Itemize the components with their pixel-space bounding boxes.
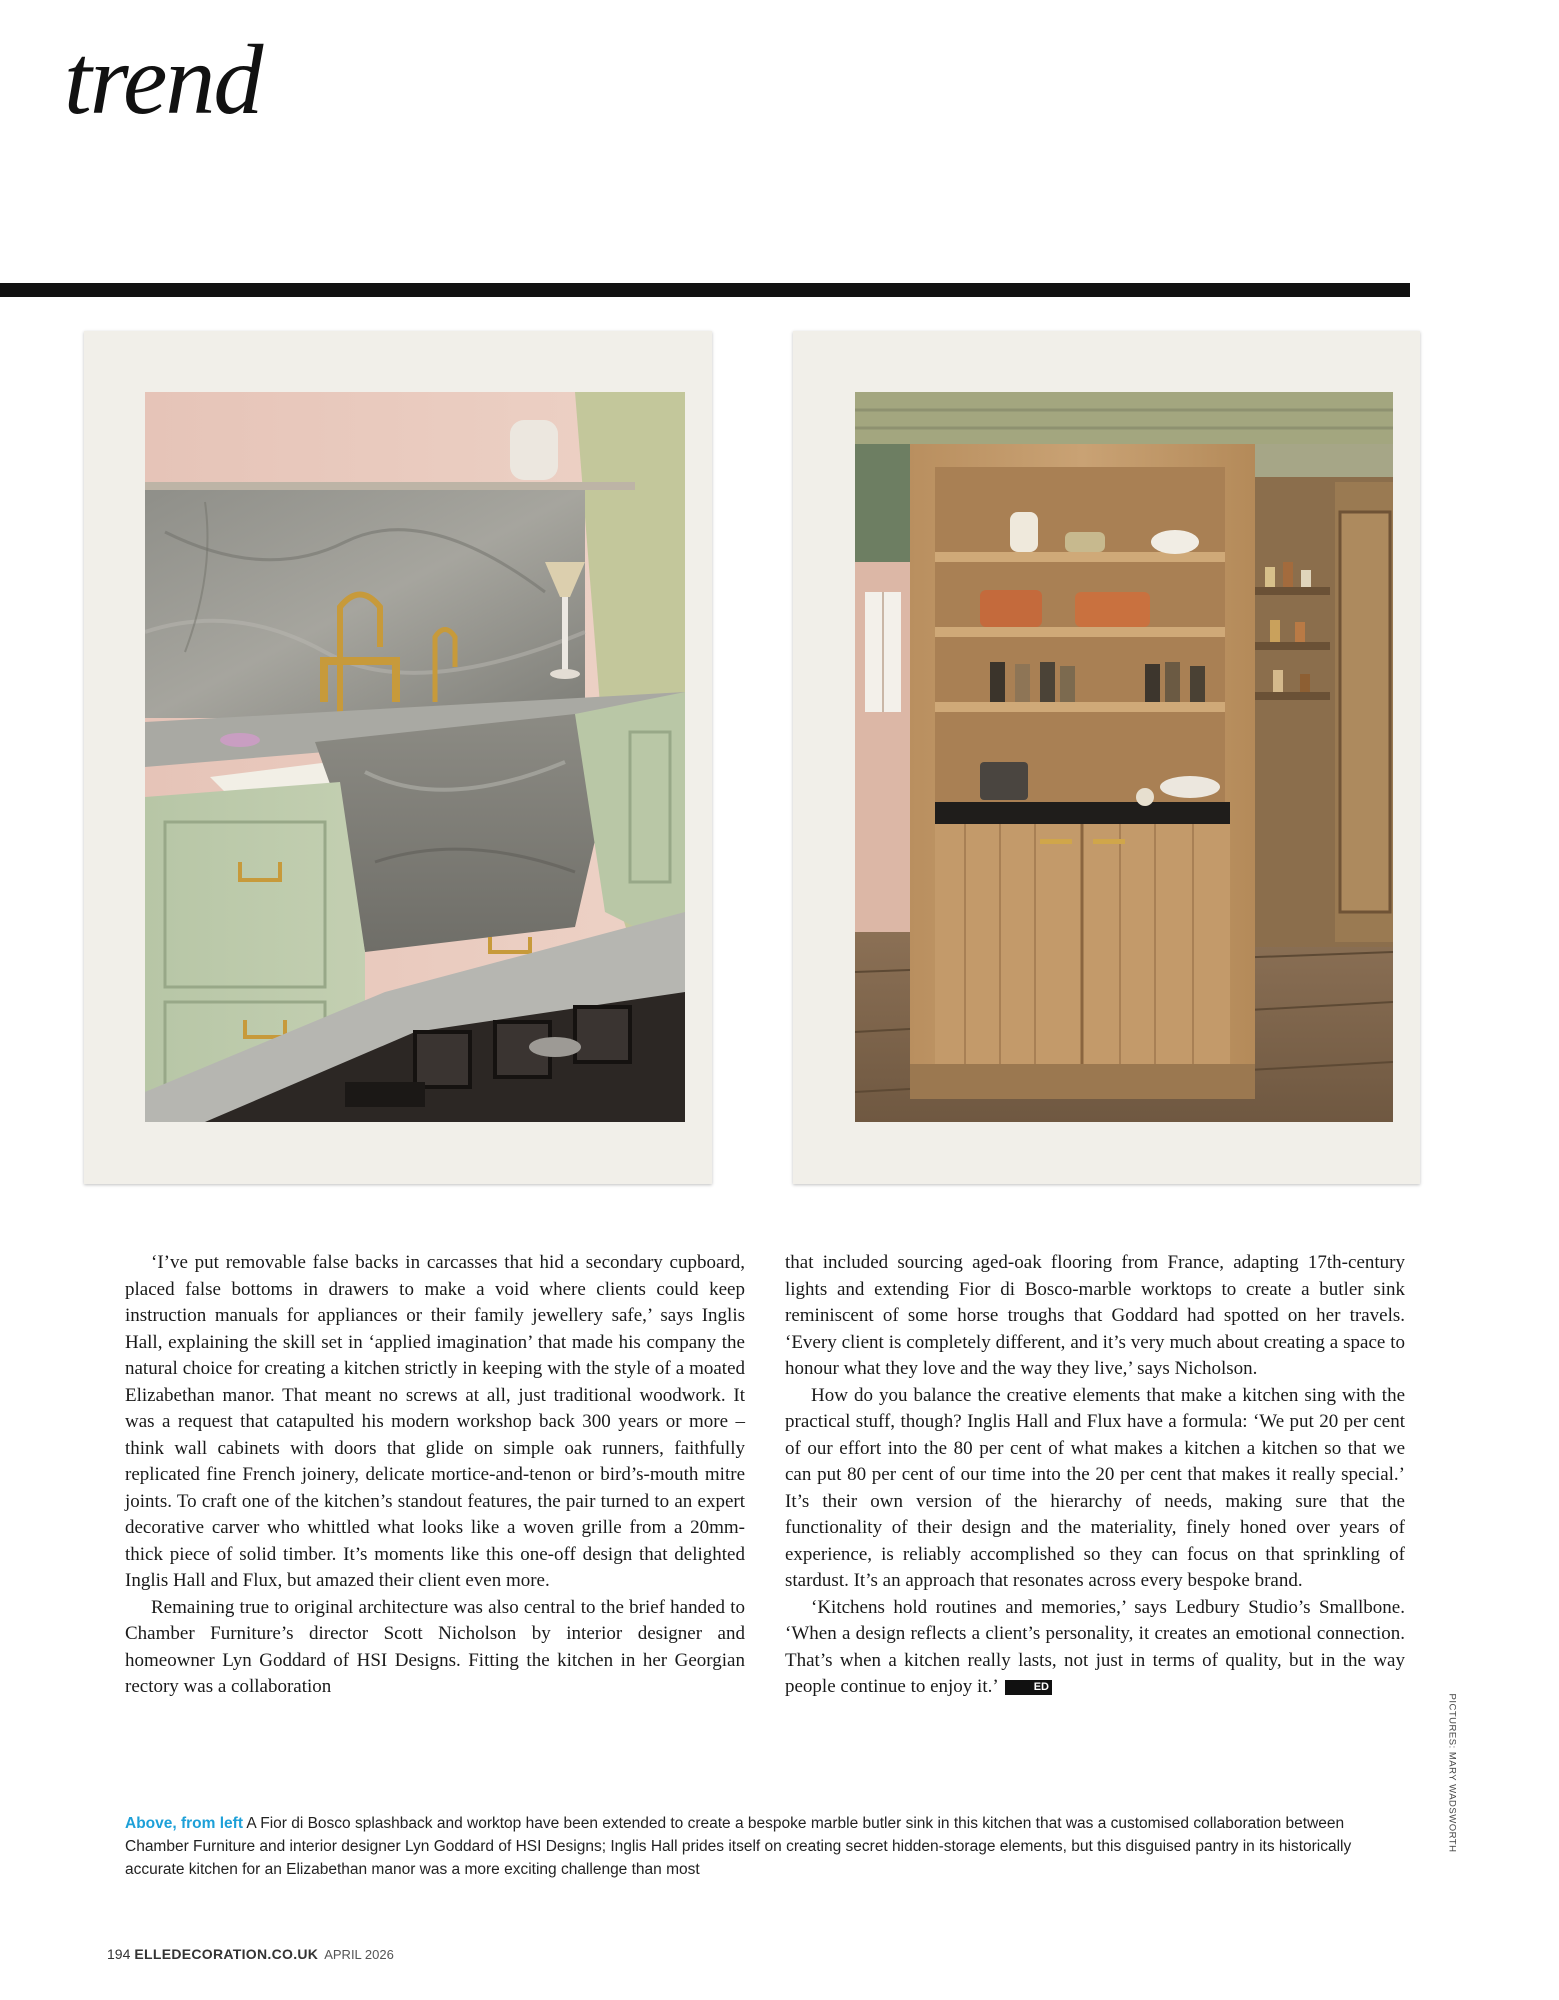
article-paragraph-text: ‘Kitchens hold routines and memories,’ says Ledbury Studio’s Smallbone. ‘When a design reflects a client’s personality, it creates an emotional connection. That’s when a kitchen really lasts, not just in terms of quality, but in the way people continue to enjoy it.’ [785, 1596, 1405, 1697]
issue-date: APRIL 2026 [324, 1947, 394, 1962]
article-column-1 [125, 1250, 745, 1701]
header-rule [0, 283, 1410, 297]
hidden-pantry-photo [855, 392, 1393, 1122]
article-paragraph: ‘I’ve put removable false backs in carcasses that hid a secondary cupboard, placed false bottoms in drawers to make a void where clients could keep instruction manuals for appliances or their family jewellery safe,’ says Inglis Hall, explaining the skill set in ‘applied imagination’ that made his company the natural choice for creating a kitchen strictly in keeping with the style of a moated Elizabethan manor. That meant no screws at all, just traditional woodwork. It was a request that catapulted his modern workshop back 300 years or more – think wall cabinets with doors that glide on simple oak runners, faithfully replicated fine French joinery, delicate mortice-and-tenon or bird’s-mouth mitre joints. To craft one of the kitchen’s standout features, the pair turned to an expert decorative carver who whittled what looks like a woven grille from a 20mm-thick piece of solid timber. It’s moments like this one-off design that delighted Inglis Hall and Flux, but amazed their client even more. [125, 1252, 745, 1591]
photo-caption [125, 1812, 1375, 1881]
caption-lead: Above, from left [125, 1815, 243, 1832]
caption-text: A Fior di Bosco splashback and worktop have been extended to create a bespoke marble butler sink in this kitchen that was a customised collaboration between Chamber Furniture and interior designer Lyn Goddard of HSI Designs; Inglis Hall prides itself on creating secret hidden-storage elements, but this disguised pantry in its historically accurate kitchen for an Elizabethan manor was a more exciting challenge than most [125, 1815, 1352, 1878]
article-paragraph: that included sourcing aged-oak flooring from France, adapting 17th-century lights and extending Fior di Bosco-marble worktops to create a butler sink reminiscent of some horse troughs that Goddard had spotted on her travels. ‘Every client is completely different, and it’s very much about creating a space to honour what they love and the way they live,’ says Nicholson. [785, 1252, 1405, 1379]
photo-credit [1445, 1693, 1459, 1852]
page-footer [107, 1946, 394, 1962]
article-paragraph: How do you balance the creative elements that make a kitchen sing with the practical stuff, though? Inglis Hall and Flux have a formula: ‘We put 20 per cent of our effort into the 80 per cent of what makes a kitchen a kitchen so that we can put 80 per cent of our time into the 20 per cent that makes it really special.’ It’s their own version of the hierarchy of needs, making sure that the functionality of their design and the materiality, finely honed over years of experience, is reliably accomplished so they can focus on that sprinkling of stardust. It’s an approach that resonates across every bespoke brand. [785, 1384, 1405, 1591]
photo-frame-left [84, 331, 712, 1184]
page-number: 194 [107, 1946, 131, 1962]
article-paragraph-final [785, 1595, 1405, 1701]
article-paragraph: Remaining true to original architecture was also central to the brief handed to Chamber Furniture’s director Scott Nicholson by interior designer and homeowner Lyn Goddard of HSI Designs. Fitting the kitchen in her Georgian rectory was a collaboration [125, 1596, 745, 1697]
article-column-2 [785, 1250, 1405, 1701]
photo-frame-right [793, 331, 1420, 1184]
end-mark: ED [1005, 1680, 1052, 1695]
kitchen-sink-photo [145, 392, 685, 1122]
section-title: trend [64, 24, 262, 135]
site-url: ELLEDECORATION.CO.UK [134, 1946, 319, 1962]
photo-credit-text: PICTURES: MARY WADSWORTH [1446, 1693, 1458, 1852]
